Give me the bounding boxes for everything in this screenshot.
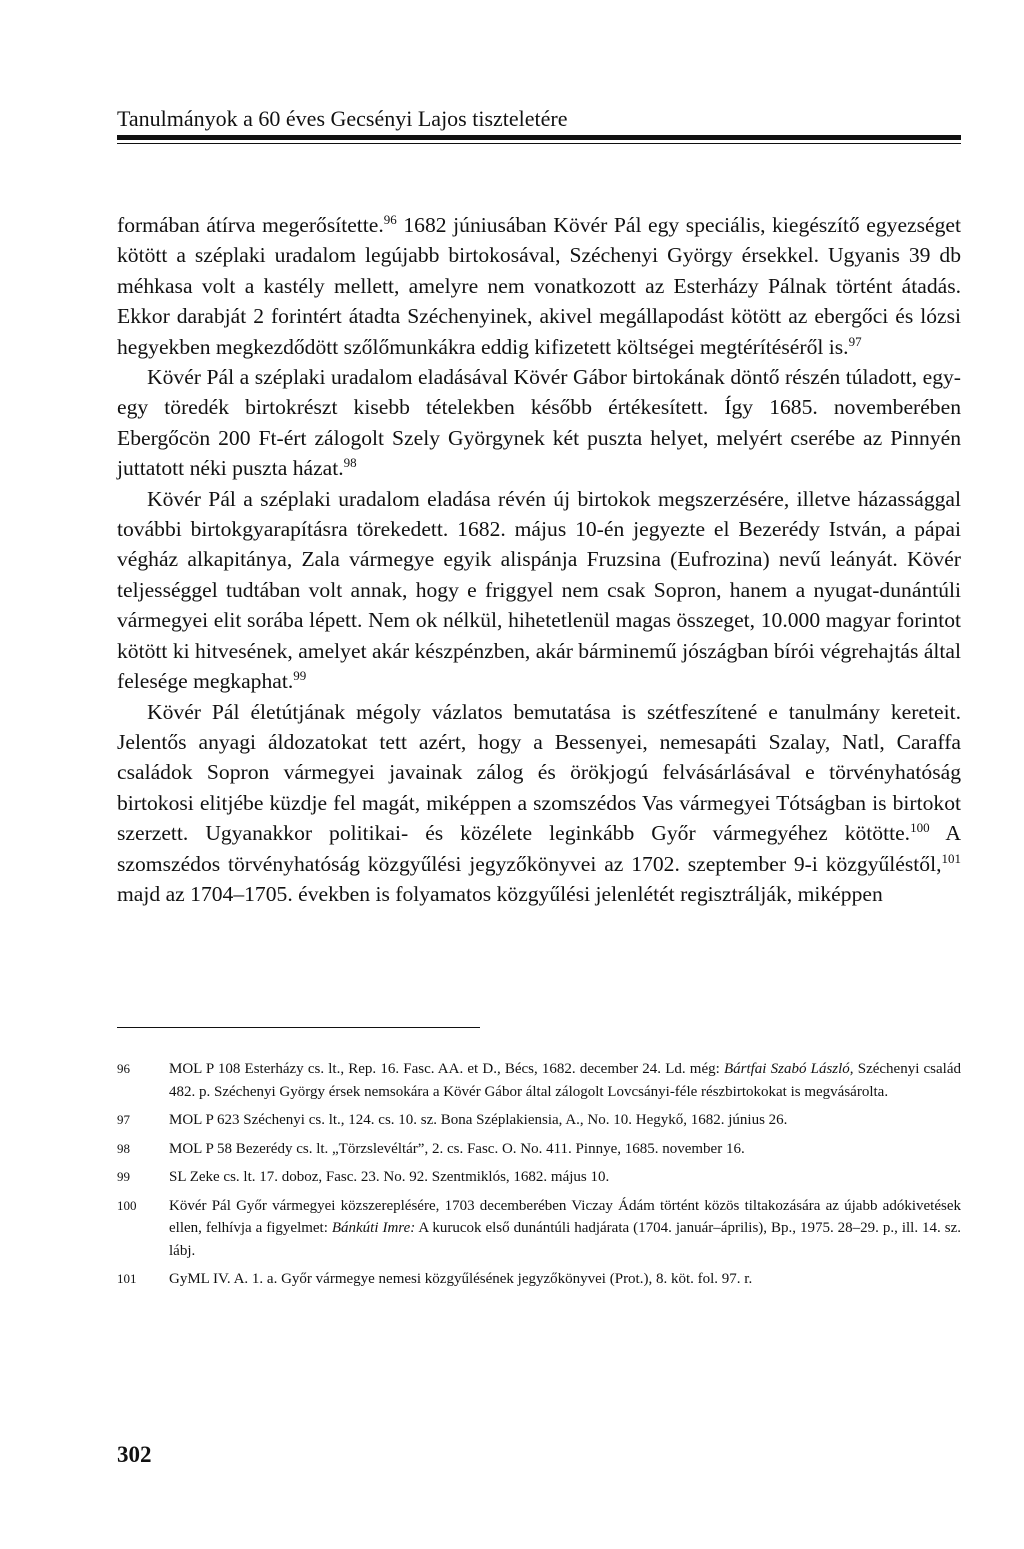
footnotes — [117, 1058, 961, 1297]
footnote-100: 100 Kövér Pál Győr vármegyei közszereplésére, 1703 decemberében Viczay Ádám történt közös tiltakozására az újabb adókivetések ellen, felhívja a figyelmet: Bánkúti Imre: A kurucok első dunántúli hadjárata (1704. január–április), Bp., 1975. 28–29. p., ill. 14. sz. lábj. — [117, 1195, 961, 1263]
footnote-98: 98 MOL P 58 Bezerédy cs. lt. „Törzslevéltár”, 2. cs. Fasc. O. No. 411. Pinnye, 1685. november 16. — [117, 1138, 961, 1161]
footnote-101: 101 GyML IV. A. 1. a. Győr vármegye nemesi közgyűlésének jegyzőkönyvei (Prot.), 8. köt. fol. 97. r. — [117, 1268, 961, 1291]
page-number: 302 — [117, 1442, 152, 1467]
footnote-ref-97[interactable]: 97 — [848, 333, 862, 349]
footnote-ref-101[interactable]: 101 — [941, 850, 961, 866]
paragraph-3: Kövér Pál a széplaki uradalom eladása révén új birtokok megszerzésére, illetve házassággal további birtokgyarapításra törekedett. 1682. május 10-én jegyezte el Bezerédy István, a pápai végház alkapitánya, Zala vármegye egyik alispánja Fruzsina (Eufrozina) nevű leányát. Kövér teljességgel tudtában volt annak, hogy e friggyel nem csak Sopron, hanem a nyugat-dunántúli vármegyei elit sorába lépett. Nem ok nélkül, hihetetlenül magas összeget, 10.000 magyar forintot kötött ki hitvesének, amelyet akár készpénzben, akár bárminemű jószágban bírói végrehajtás által felesége megkaphat.$^{99}$ — [117, 486, 961, 694]
footnote-number: 99 — [117, 1169, 130, 1184]
footnote-96: 96 MOL P 108 Esterházy cs. lt., Rep. 16. Fasc. AA. et D., Bécs, 1682. december 24. Ld. még: Bártfai Szabó László, Széchenyi család 482. p. Széchenyi György érsek nemsokára a Kövér Gábor által zálogolt Lovcsányi-féle részbirtokokat is megvásárolta. — [117, 1058, 961, 1103]
footnote-ref-98[interactable]: 98 — [343, 455, 357, 471]
paragraph-4: Kövér Pál életútjának mégoly vázlatos bemutatása is szétfeszítené e tanulmány kereteit. Jelentős anyagi áldozatokat tett azért, hogy a Bessenyei, nemesapáti Szalay, Natl, Caraffa családok Sopron vármegyei javainak zálog és örökjogú felvásárlásával e törvényhatóság birtokosi elitjébe küzdje fel magát, miképpen a szomszédos Vas vármegyei Tótságban is birtokot szerzett. Ugyanakkor politikai- és közélete leginkább Győr vármegyéhez kötötte.$^{100}$ A szomszédos törvényhatóság közgyűlési jegyzőkönyvei az 1702. szeptember 9-i közgyűléstől,$^{101}$ majd az 1704–1705. években is folyamatos közgyűlési jelenlétét regisztrálják, miképpen — [117, 699, 961, 906]
paragraph-1: formában átírva megerősítette.$^{96}$ 1682 júniusában Kövér Pál egy speciális, kiegészítő egyezséget kötött a széplaki uradalom legújabb birtokosával, Széchenyi György érsekkel. Ugyanis 39 db méhkasa volt a kastély mellett, amelyre nem vonatkozott az Esterházy Pálnak történt átadás. Ekkor darabját 2 forintért átadta Széchenyinek, akivel megállapodást kötött az ebergőci és lózsi hegyekben megkezdődött szőlőmunkákra eddig kifizetett költségei megtérítéséről is.$^{97}$ — [117, 211, 961, 359]
footnote-ref-99[interactable]: 99 — [293, 667, 307, 683]
running-header: Tanulmányok a 60 éves Gecsényi Lajos tiszteletére — [117, 106, 568, 131]
footnote-number: 97 — [117, 1112, 130, 1127]
footnote-99: 99 SL Zeke cs. lt. 17. doboz, Fasc. 23. No. 92. Szentmiklós, 1682. május 10. — [117, 1166, 961, 1189]
footnote-ref-100[interactable]: 100 — [910, 819, 930, 835]
header-rule-thick — [117, 135, 961, 140]
footnote-number: 100 — [117, 1197, 137, 1213]
header-rule-thin — [117, 143, 961, 144]
footnote-number: 98 — [117, 1140, 130, 1156]
footnote-separator — [117, 1027, 480, 1028]
main-text — [117, 210, 961, 909]
footnote-number: 96 — [117, 1061, 130, 1076]
paragraph-2: Kövér Pál a széplaki uradalom eladásával Kövér Gábor birtokának döntő részén túladott, egy-egy töredék birtokrészt kisebb tételekben később értékesített. Így 1685. novemberében Ebergőcön 200 Ft-ért zálogolt Szely Györgynek két puszta helyet, melyért cserébe az Pinnyén juttatott néki puszta házat.$^{98}$ — [117, 365, 961, 481]
footnote-ref-96[interactable]: 96 — [383, 211, 397, 227]
footnote-97: 97 MOL P 623 Széchenyi cs. lt., 124. cs. 10. sz. Bona Széplakiensia, A., No. 10. Hegykő, 1682. június 26. — [117, 1109, 961, 1132]
footnote-number: 101 — [117, 1271, 137, 1286]
